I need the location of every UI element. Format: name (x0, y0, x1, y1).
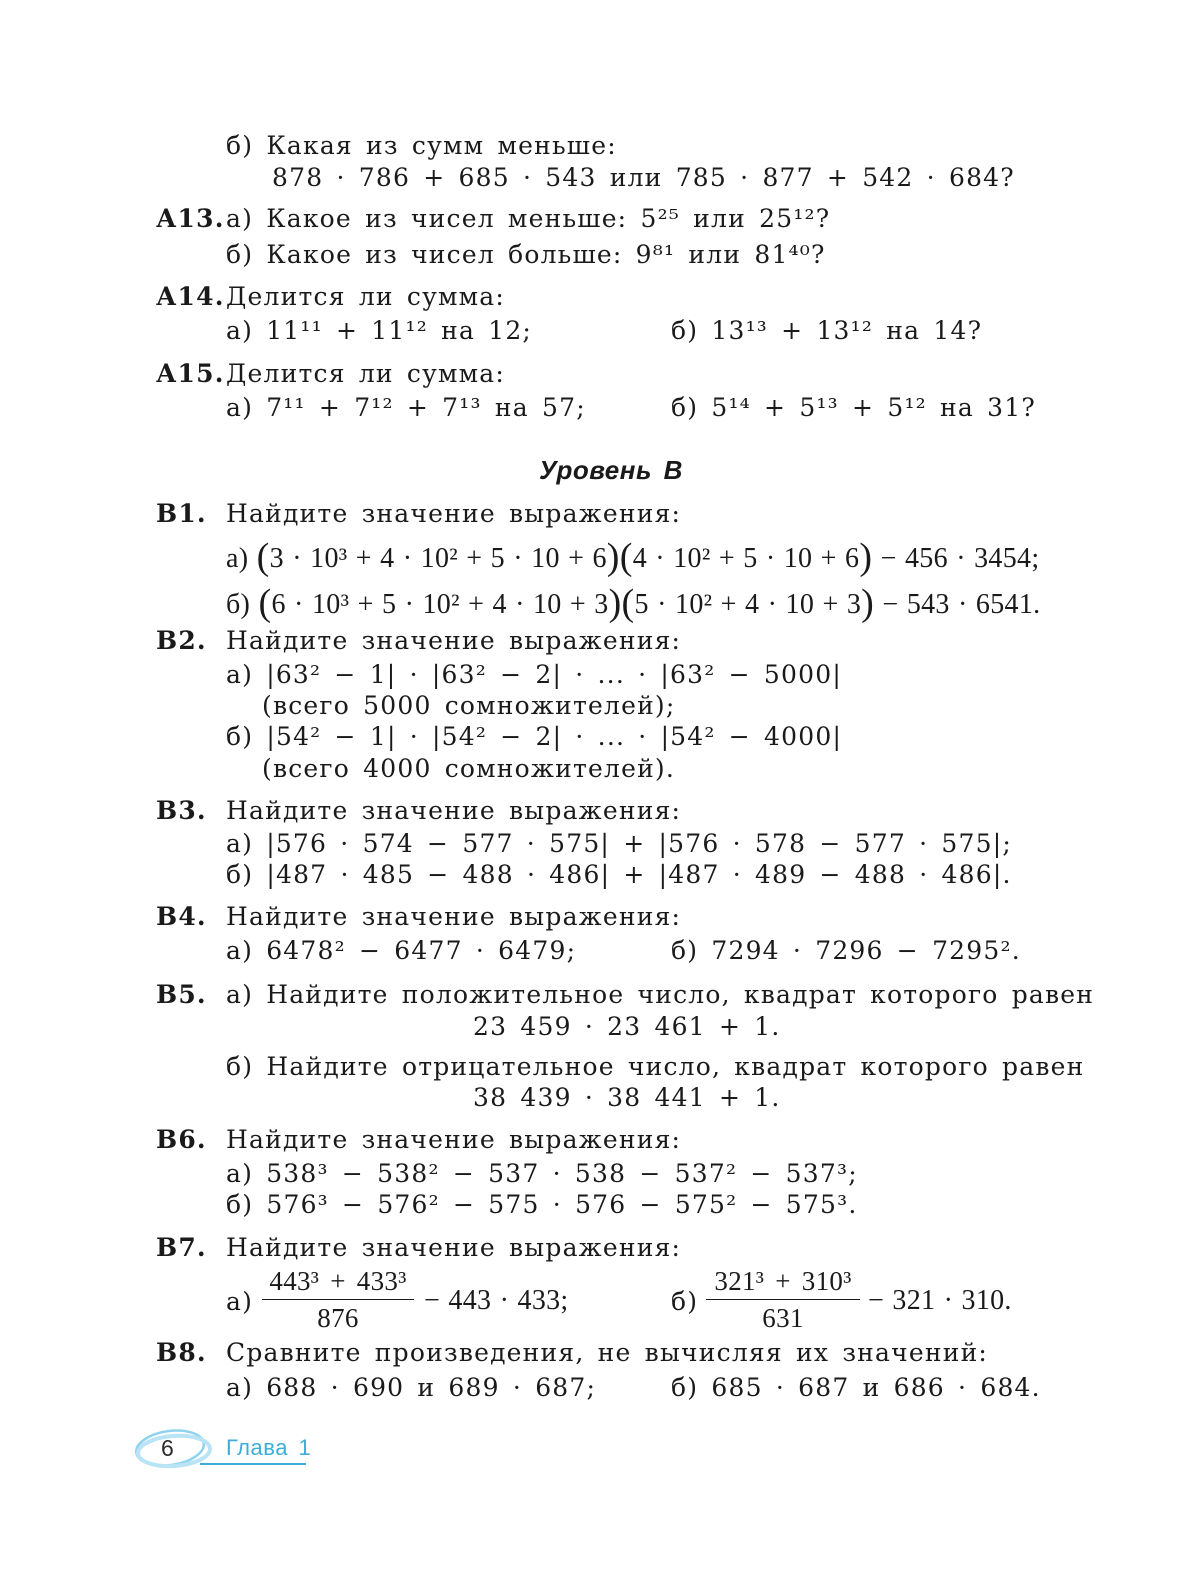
b4-part-b: б) 7294 · 7296 − 7295². (671, 936, 1021, 965)
b7-a-tail: − 443 · 433; (424, 1285, 569, 1316)
b2-part-a-line1: а) |63² − 1| · |63² − 2| · ... · |63² − 5000| (226, 660, 842, 689)
b7-b-denominator: 631 (762, 1303, 804, 1333)
a15-intro: Делится ли сумма: (226, 359, 506, 388)
chapter-label: Глава 1 (226, 1435, 312, 1460)
b4-intro: Найдите значение выражения: (226, 902, 682, 931)
b5-part-b-line1: б) Найдите отрицательное число, квадрат которого равен (226, 1052, 1085, 1081)
b7-b-fraction (706, 1268, 860, 1332)
a14-part-a: а) 11¹¹ + 11¹² на 12; (226, 316, 533, 345)
a15-part-a: а) 7¹¹ + 7¹² + 7¹³ на 57; (226, 393, 586, 422)
a13-part-a: а) Какое из чисел меньше: 5²⁵ или 25¹²? (226, 204, 831, 233)
b2-part-b-line1: б) |54² − 1| · |54² − 2| · ... · |54² − 4000| (226, 722, 843, 751)
b1-a-factor1: 3 · 10³ + 4 · 10² + 5 · 10 + 6 (269, 543, 607, 574)
b1-b-close-paren: ) (861, 582, 875, 624)
b5-part-a-line2: 23 459 · 23 461 + 1. (473, 1012, 781, 1041)
top-b-line1: б) Какая из сумм меньше: (226, 131, 617, 160)
b7-a-denominator: 876 (317, 1303, 359, 1333)
chapter-underline (200, 1463, 306, 1465)
b1-a-mid-paren: )( (606, 536, 633, 578)
problem-number-a13: А13. (156, 204, 225, 233)
b7-a-label: а) (226, 1287, 254, 1316)
b7-b-tail: − 321 · 310. (868, 1285, 1012, 1316)
b1-a-label: а) (226, 543, 249, 574)
problem-number-b8: В8. (156, 1338, 207, 1367)
b7-b-numerator: 321³ + 310³ (706, 1268, 860, 1300)
a14-part-b: б) 13¹³ + 13¹² на 14? (671, 316, 983, 345)
b3-part-b: б) |487 · 485 − 488 · 486| + |487 · 489 − 488 · 486|. (226, 860, 1012, 889)
b4-part-a: а) 6478² − 6477 · 6479; (226, 936, 577, 965)
b8-part-b: б) 685 · 687 и 686 · 684. (671, 1373, 1041, 1402)
b2-part-b-line2: (всего 4000 сомножителей). (262, 754, 676, 783)
b1-b-open-paren: ( (258, 582, 272, 624)
b7-a-fraction (262, 1268, 414, 1332)
b6-intro: Найдите значение выражения: (226, 1125, 682, 1154)
problem-number-b3: В3. (156, 796, 207, 825)
b1-part-b (226, 582, 1041, 624)
b1-b-label: б) (226, 589, 251, 620)
b5-part-a-line1: а) Найдите положительное число, квадрат которого равен (226, 980, 1095, 1009)
b1-part-a (226, 536, 1040, 578)
problem-number-a15: А15. (156, 359, 225, 388)
top-b-line2: 878 · 786 + 685 · 543 или 785 · 877 + 542 · 684? (272, 163, 1015, 192)
b1-b-tail: − 543 · 6541. (882, 589, 1041, 620)
page-number: 6 (161, 1435, 175, 1461)
b2-intro: Найдите значение выражения: (226, 626, 682, 655)
b1-a-tail: − 456 · 3454; (880, 543, 1040, 574)
b1-intro: Найдите значение выражения: (226, 499, 682, 528)
problem-number-a14: А14. (156, 282, 225, 311)
b7-intro: Найдите значение выражения: (226, 1233, 682, 1262)
problem-number-b2: В2. (156, 626, 207, 655)
a14-intro: Делится ли сумма: (226, 282, 506, 311)
problem-number-b5: В5. (156, 980, 207, 1009)
problem-number-b1: В1. (156, 499, 207, 528)
b8-intro: Сравните произведения, не вычисляя их значений: (226, 1338, 989, 1367)
b5-part-b-line2: 38 439 · 38 441 + 1. (473, 1083, 781, 1112)
problem-number-b6: В6. (156, 1125, 207, 1154)
b1-b-factor2: 5 · 10² + 4 · 10 + 3 (634, 589, 862, 620)
b1-a-close-paren: ) (859, 536, 873, 578)
b6-part-a: а) 538³ − 538² − 537 · 538 − 537² − 537³; (226, 1159, 858, 1188)
b3-part-a: а) |576 · 574 − 577 · 575| + |576 · 578 − 577 · 575|; (226, 829, 1012, 858)
b7-a-numerator: 443³ + 433³ (262, 1268, 414, 1300)
a13-part-b: б) Какое из чисел больше: 9⁸¹ или 81⁴⁰? (226, 240, 826, 269)
section-title: Уровень В (539, 455, 683, 485)
b1-a-factor2: 4 · 10² + 5 · 10 + 6 (632, 543, 860, 574)
b1-b-mid-paren: )( (608, 582, 635, 624)
b6-part-b: б) 576³ − 576² − 575 · 576 − 575² − 575³. (226, 1190, 858, 1219)
b8-part-a: а) 688 · 690 и 689 · 687; (226, 1373, 597, 1402)
problem-number-b7: В7. (156, 1233, 207, 1262)
a15-part-b: б) 5¹⁴ + 5¹³ + 5¹² на 31? (671, 393, 1036, 422)
b7-b-label: б) (671, 1287, 699, 1316)
b1-b-factor1: 6 · 10³ + 5 · 10² + 4 · 10 + 3 (271, 589, 609, 620)
b1-a-open-paren: ( (256, 536, 270, 578)
b2-part-a-line2: (всего 5000 сомножителей); (262, 691, 676, 720)
problem-number-b4: В4. (156, 902, 207, 931)
b3-intro: Найдите значение выражения: (226, 796, 682, 825)
